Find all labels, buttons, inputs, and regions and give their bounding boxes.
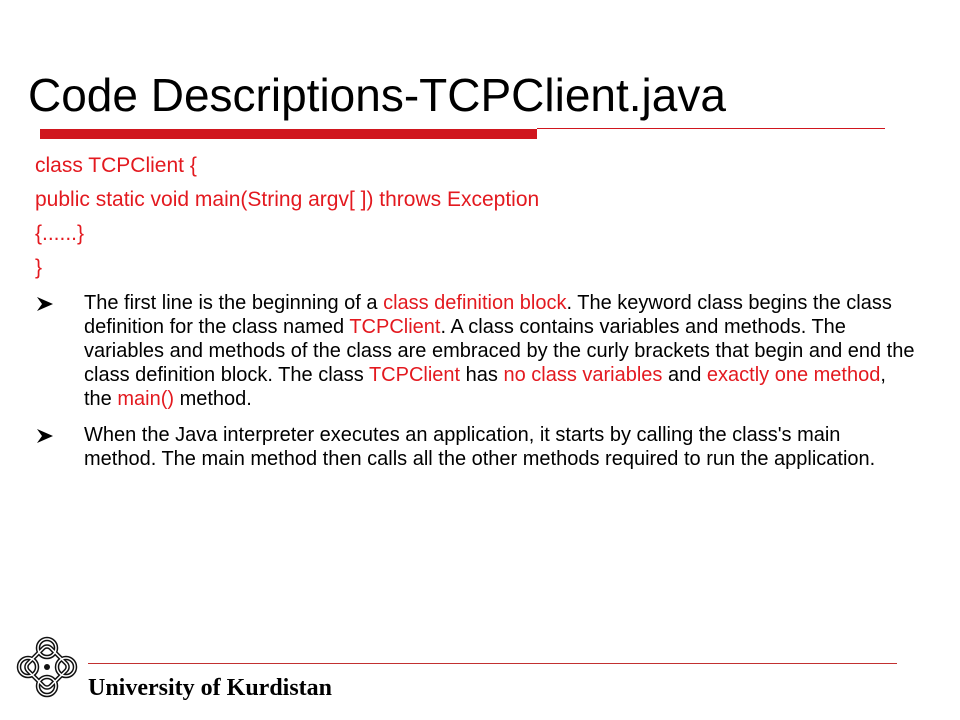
- bullet-item-class-definition: [36, 291, 916, 411]
- bullet-text: and: [662, 364, 707, 386]
- code-line: public static void main(String argv[ ]) throws Exception: [35, 188, 540, 211]
- arrowhead-bullet-icon: [36, 428, 54, 444]
- university-name: University of Kurdistan: [88, 675, 333, 701]
- bullet-list: [36, 291, 916, 483]
- highlight-text: exactly one method: [706, 364, 881, 386]
- highlight-text: main(): [117, 388, 175, 410]
- bullet-text: . The keyword class begins the class definition for the class named: [84, 292, 892, 338]
- code-snippet: [35, 151, 539, 287]
- highlight-text: no class variables: [503, 364, 663, 386]
- bullet-text: method.: [174, 388, 252, 410]
- bullet-text: , the: [84, 364, 886, 410]
- highlight-text: class definition block: [383, 292, 567, 314]
- arrowhead-bullet-icon: [36, 296, 54, 312]
- title-underline-thick: [40, 129, 537, 139]
- bullet-text: . A class contains variables and methods. The variables and methods of the class are embraced by the curly brackets that begin and end the class definition block. The class: [84, 316, 915, 386]
- bullet-text: has: [460, 364, 504, 386]
- footer-divider: [88, 663, 897, 664]
- highlight-text: TCPClient: [368, 364, 461, 386]
- university-logo-icon: [14, 634, 80, 700]
- code-line: }: [35, 256, 43, 279]
- bullet-item-main-method: [36, 423, 916, 471]
- code-line: class TCPClient {: [35, 154, 197, 177]
- code-line: {......}: [35, 222, 85, 245]
- highlight-text: TCPClient: [349, 316, 441, 338]
- bullet-text: When the Java interpreter executes an application, it starts by calling the class's main method. The main method then calls all the other methods required to run the application.: [84, 424, 876, 470]
- bullet-text: The first line is the beginning of a: [84, 292, 384, 314]
- slide-title: Code Descriptions-TCPClient.java: [28, 69, 726, 121]
- title-underline-thin: [537, 128, 885, 129]
